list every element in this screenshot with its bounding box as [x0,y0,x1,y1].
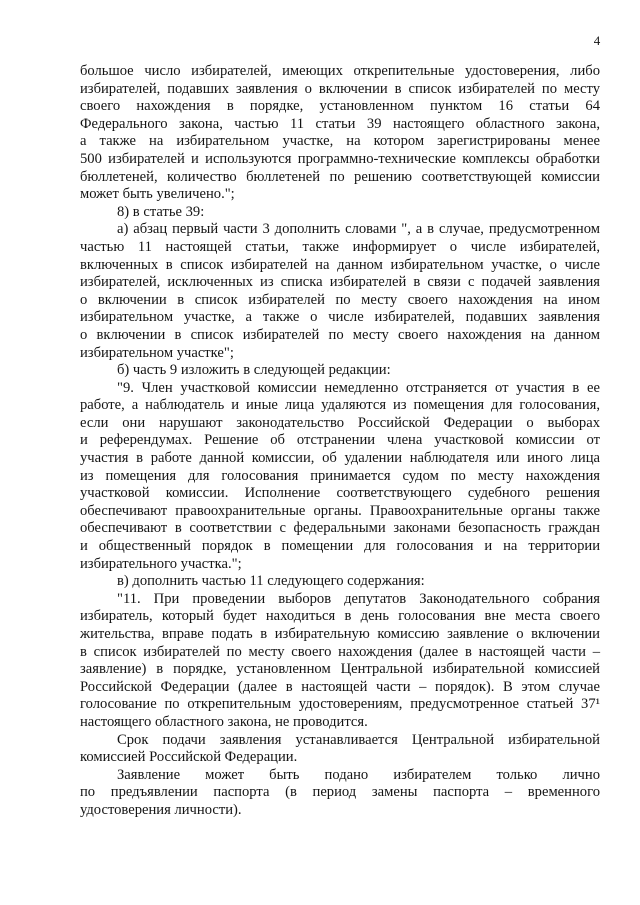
text-line: в список избирателей по месту своего нахождения (далее в настоящей части – [80,643,600,660]
text-line: может быть увеличено."; [80,186,235,203]
text-line: б) часть 9 изложить в следующей редакции: [117,362,391,379]
text-line: о включении в список избирателей по месту своего нахождения на ином [80,291,600,308]
text-line: частью 11 настоящей статьи, также информирует о числе избирателей, [80,238,600,255]
paragraph [80,573,600,591]
text-line: участия в работе данной комиссии, об удалении наблюдателя или иного лица [80,450,600,467]
text-line: избирателей, исключенных из списка избирателей в связи с подачей заявления [80,274,600,291]
text-line: Российской Федерации (далее в настоящей части – порядок). В этом случае [80,678,600,695]
text-line: избирательном участке"; [80,344,234,361]
paragraph [80,380,600,574]
text-line: жительства, вправе подать в избирательную комиссию заявление о включении [80,626,600,642]
text-line: голосование по открепительным удостоверениям, предусмотренное статьей 37¹ [80,696,600,713]
text-line: в) дополнить частью 11 следующего содержания: [117,573,425,590]
text-line: из помещения для голосования принимается судом по месту нахождения [80,467,600,484]
text-line: избирателей, подавших заявления о включении в список избирателей по месту [80,80,600,97]
text-line: избирательного участка."; [80,555,242,572]
text-line: избирательном участке, а также о числе избирателей, подавших заявления [80,309,600,326]
paragraph [80,732,600,767]
text-line: Федерального закона, частью 11 статьи 39 настоящего областного закона, [80,115,600,132]
text-line: 8) в статье 39: [117,203,205,220]
paragraph [80,362,600,380]
text-line: настоящего областного закона, не проводится. [80,713,368,730]
text-line: своего нахождения в порядке, установленном пунктом 16 статьи 64 [80,98,600,115]
text-line: большое число избирателей, имеющих открепительные удостоверения, либо [80,63,600,79]
text-line: и общественный порядок в помещении для голосования и на территории [80,538,600,555]
document-body [80,63,600,820]
continued-paragraph [80,63,600,204]
text-line: а) абзац первый части 3 дополнить словами ", а в случае, предусмотренном [117,221,600,238]
text-line: Срок подачи заявления устанавливается Центральной избирательной [117,731,600,748]
paragraph [80,221,600,362]
text-line: и референдумах. Решение об отстранении члена участковой комиссии от [80,432,600,449]
text-line: если они нарушают законодательство Российской Федерации о выборах [80,414,600,431]
text-line: а также на избирательном участке, на котором зарегистрированы менее [80,133,600,150]
text-line: Заявление может быть подано избирателем только лично [117,766,600,783]
text-line: 500 избирателей и используются программно-технические комплексы обработки [80,150,600,167]
text-line: по предъявлении паспорта (в период замены паспорта – временного [80,784,600,801]
text-line: комиссией Российской Федерации. [80,749,298,766]
page-number: 4 [593,33,601,48]
paragraph [80,204,600,222]
text-line: "9. Член участковой комиссии немедленно отстраняется от участия в ее [117,379,600,396]
paragraph [80,591,600,732]
text-line: обеспечивают в соответствии с федеральными законами безопасность граждан [80,520,600,537]
text-line: заявление) в порядке, установленном Центральной избирательной комиссией [80,661,600,678]
text-line: бюллетеней, количество бюллетеней по решению соответствующей комиссии [80,168,600,185]
text-line: включенных в список избирателей на данном избирательном участке, о числе [80,256,600,273]
text-line: участковой комиссии. Исполнение соответствующего судебного решения [80,485,600,502]
text-line: удостоверения личности). [80,801,242,818]
text-line: избиратель, который будет находиться в день голосования вне места своего [80,608,600,625]
paragraph [80,767,600,820]
text-line: работе, а наблюдатель и иные лица удаляются из помещения для голосования, [80,397,600,414]
text-line: "11. При проведении выборов депутатов Законодательного собрания [117,590,600,607]
text-line: о включении в список избирателей по месту своего нахождения на данном [80,326,600,343]
text-line: обеспечивают правоохранительные органы. Правоохранительные органы также [80,502,600,519]
